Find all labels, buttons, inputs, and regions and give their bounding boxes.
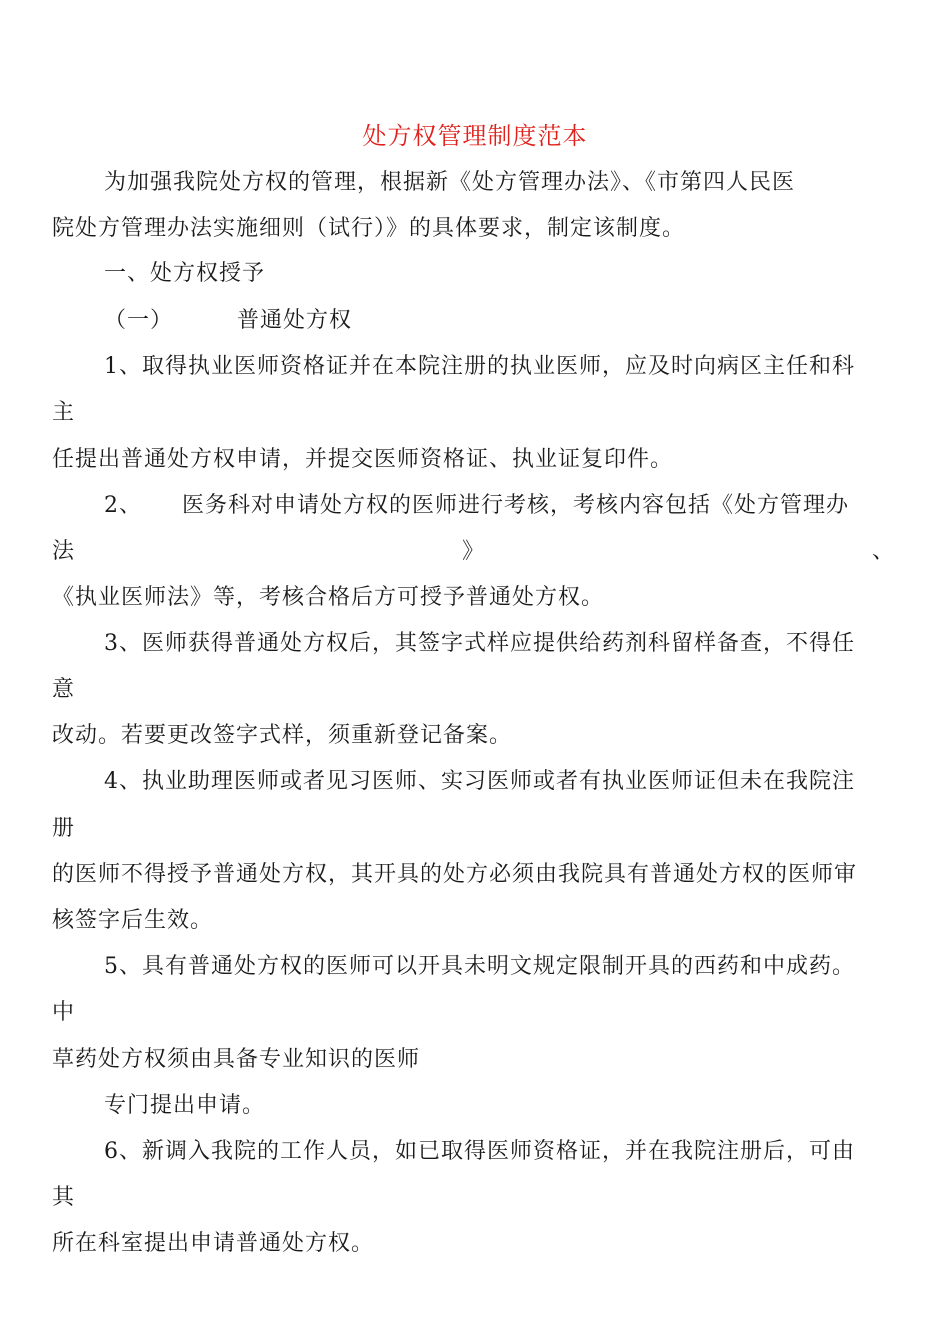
spread-line: [52, 537, 894, 567]
paragraph-line: 改动。若要更改签字式样，须重新登记备案。: [52, 723, 513, 748]
spread-part: 、: [871, 539, 894, 564]
spread-part: 法: [52, 539, 75, 564]
document-title: 处方权管理制度范本: [362, 122, 588, 150]
paragraph-line: 院处方管理办法实施细则（试行）》的具体要求，制定该制度。: [52, 216, 686, 241]
spread-part: 》: [461, 539, 484, 564]
section-heading: 一、处方权授予: [104, 261, 266, 286]
paragraph-line: 1、取得执业医师资格证并在本院注册的执业医师，应及时向病区主任和科: [104, 354, 855, 379]
paragraph-line: 意: [52, 677, 76, 702]
paragraph-line: 主: [52, 400, 76, 425]
paragraph-line: 专门提出申请。: [104, 1093, 266, 1118]
paragraph-line: 草药处方权须由具备专业知识的医师: [52, 1047, 421, 1072]
paragraph-line: 的医师不得授予普通处方权，其开具的处方必须由我院具有普通处方权的医师审: [52, 862, 858, 887]
paragraph-line: 核签字后生效。: [52, 908, 214, 933]
subsection-heading: （一） 普通处方权: [104, 308, 352, 333]
paragraph-line: 其: [52, 1185, 76, 1210]
paragraph-line: 为加强我院处方权的管理，根据新《处方管理办法》、《市第四人民医: [104, 170, 796, 195]
paragraph-line: 6、新调入我院的工作人员，如已取得医师资格证，并在我院注册后，可由: [104, 1139, 855, 1164]
paragraph-line: 《执业医师法》等，考核合格后方可授予普通处方权。: [52, 585, 605, 610]
paragraph-line: 册: [52, 816, 76, 841]
paragraph-line: 2、 医务科对申请处方权的医师进行考核，考核内容包括《处方管理办: [104, 493, 849, 518]
paragraph-line: 3、医师获得普通处方权后，其签字式样应提供给药剂科留样备查，不得任: [104, 631, 855, 656]
paragraph-line: 中: [52, 1000, 76, 1025]
paragraph-line: 任提出普通处方权申请，并提交医师资格证、执业证复印件。: [52, 447, 674, 472]
paragraph-line: 4、执业助理医师或者见习医师、实习医师或者有执业医师证但未在我院注: [104, 769, 855, 794]
paragraph-line: 5、具有普通处方权的医师可以开具未明文规定限制开具的西药和中成药。: [104, 954, 855, 979]
paragraph-line: 所在科室提出申请普通处方权。: [52, 1231, 375, 1256]
